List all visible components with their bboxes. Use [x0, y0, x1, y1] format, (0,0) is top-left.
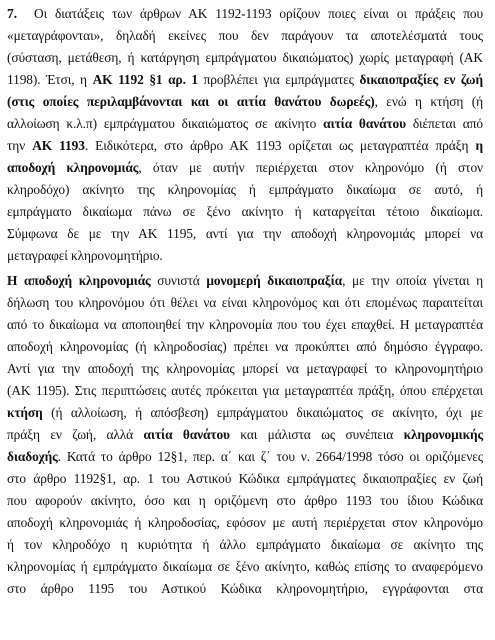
text-run: , με την οποία γίνεται η — [342, 273, 484, 288]
paragraph-line — [7, 493, 483, 509]
text-run: Οι διατάξεις των άρθρων ΑΚ 1192-1193 ορίζουν ποιες είναι οι πράξεις που — [34, 6, 483, 21]
text-run: (ΑΚ 1195). Στις περιπτώσεις αυτές πρόκειται για μεταγραπτέα πράξη, όπου επέρχεται — [7, 383, 483, 398]
bold-run: κτήση — [7, 405, 43, 420]
bold-run: διαδοχής — [7, 449, 58, 464]
text-run: . Κατά το άρθρο 12§1, περ. α΄ και ζ΄ του ν. 2664/1998 τόσο οι οριζόμενες — [57, 449, 483, 464]
paragraph-line — [7, 537, 483, 553]
text-run: (ή αλλοίωση, ή απόσβεση) εμπράγματου δικαιώματος σε ακίνητο, όχι με — [42, 405, 483, 420]
paragraph-line — [7, 248, 483, 264]
text-run: που αφορούν ακίνητο, όσο και η οριζόμενη στο άρθρο 1193 του ίδιου Κώδικα — [7, 493, 483, 508]
item-number: 7. — [7, 6, 18, 21]
bold-run: μονομερή δικαιοπραξία — [206, 273, 343, 288]
text-run: κληρονομίας ή εμπράγματο δικαίωμα σε ξένο ακίνητο, καθώς επίσης το αναφερόμενο — [7, 559, 483, 574]
text-run: , όταν με αυτήν περιέρχεται στον κληρονόμο (ή στον — [138, 160, 483, 175]
paragraph-line — [34, 6, 483, 22]
text-run: συνιστά — [150, 273, 207, 288]
bold-run: (στις οποίες περιλαμβάνονται και οι αιτία θανάτου δωρεές) — [7, 94, 375, 109]
bold-run: Η αποδοχή κληρονομιάς — [7, 273, 151, 288]
paragraph-line — [7, 116, 483, 132]
bold-run: ΑΚ 1192 §1 αρ. 1 — [92, 72, 199, 87]
paragraph-line — [7, 28, 483, 44]
text-run: . Ειδικότερα, στο άρθρο ΑΚ 1193 ορίζεται ως μεταγραπτέα πράξη — [84, 138, 476, 153]
text-run: από το δικαίωμα να αποποιηθεί την κληρονομία που του έχει επαχθεί. Η μεταγραπτέα — [7, 317, 483, 332]
text-run: αποδοχή κληρονομιάς ή κληροδοσίας, εφόσον με αυτή περιέρχεται στον κληρονόμο — [7, 515, 483, 530]
text-run: πράξη εν ζωή, αλλά — [7, 427, 144, 442]
text-run: 1198). Έτσι, η — [7, 72, 93, 87]
text-run: , ενώ η κτήση (ή — [374, 94, 483, 109]
paragraph-line — [7, 226, 483, 242]
bold-run: κληρονομικής — [403, 427, 483, 442]
paragraph-line — [7, 160, 483, 176]
text-run: «μεταγράφονται», δηλαδή εκείνες που δεν παράγουν τα αποτελέσματά τους — [7, 28, 483, 43]
paragraph-line — [7, 317, 483, 333]
paragraph-line — [7, 295, 483, 311]
text-run: Σύμφωνα δε με την ΑΚ 1195, αντί για την αποδοχή κληρονομιάς μπορεί να — [7, 226, 483, 241]
paragraph-line — [7, 138, 483, 154]
text-run: κληροδόχο) ακίνητο της κληρονομίας ή εμπράγματο δικαίωμα σε αυτό, ή — [7, 182, 483, 197]
paragraph-line — [7, 273, 483, 289]
bold-run: αιτία θανάτου — [143, 427, 230, 442]
text-run: μεταγραφεί κληρονομητήριο. — [7, 248, 163, 263]
text-run: διέπεται από — [405, 116, 483, 131]
bold-run: αποδοχή κληρονομιάς — [7, 160, 139, 175]
bold-run: αιτία θανάτου — [323, 116, 406, 131]
paragraph-line — [7, 361, 483, 377]
text-run: αλλοίωση κ.λ.π) εμπράγματου δικαιώματος σε ακίνητο — [7, 116, 324, 131]
paragraph-line — [7, 559, 483, 575]
paragraph-line — [7, 182, 483, 198]
text-run: αποδοχή κληρονομίας (ή κληροδοσίας) πρέπει να προκύπτει από δημόσιο έγγραφο. — [7, 339, 483, 354]
bold-run: δικαιοπραξίες εν ζωή — [359, 72, 483, 87]
text-run: στο άρθρο 1192§1, αρ. 1 του Αστικού Κώδικα εμπράγματες δικαιοπραξίες εν ζωή — [7, 471, 483, 486]
paragraph-line — [7, 94, 483, 110]
text-run: Αντί για την αποδοχή της κληρονομίας μπορεί να μεταγραφεί το κληρονομητήριο — [7, 361, 483, 376]
paragraph-line — [7, 204, 483, 220]
paragraph-line — [7, 405, 483, 421]
text-run: εμπράγματο δικαίωμα πάνω σε ξένο ακίνητο ή καταργείται τέτοιο δικαίωμα. — [7, 204, 483, 219]
paragraph-line — [7, 515, 483, 531]
paragraph-line — [7, 471, 483, 487]
paragraph-line — [7, 50, 483, 66]
text-run: (σύσταση, μετάθεση, ή κατάργηση εμπράγματου δικαιώματος) χωρίς μεταγραφή (ΑΚ — [7, 50, 483, 65]
bold-run: ΑΚ 1193 — [32, 138, 85, 153]
paragraph-line — [7, 581, 483, 597]
text-run: στο άρθρο 1195 του Αστικού Κώδικα κληρονομητήριο, εγγράφονται στα — [7, 581, 483, 596]
paragraph-line — [7, 449, 483, 465]
text-run: δήλωση του κληρονόμου ότι θέλει να είναι κληρονόμος και ότι επομένως παραιτείται — [7, 295, 483, 310]
text-run: προβλέπει για εμπράγματες — [198, 72, 360, 87]
bold-run: η — [475, 138, 484, 153]
paragraph-line — [7, 383, 483, 399]
paragraph-line — [7, 72, 483, 88]
text-run: ή τον κληροδόχο η κυριότητα ή άλλο εμπράγματο δικαίωμα σε ακίνητο της — [7, 537, 483, 552]
paragraph-line — [7, 339, 483, 355]
text-run: και μάλιστα ως συνέπεια — [229, 427, 404, 442]
paragraph-line — [7, 427, 483, 443]
text-run: την — [7, 138, 33, 153]
